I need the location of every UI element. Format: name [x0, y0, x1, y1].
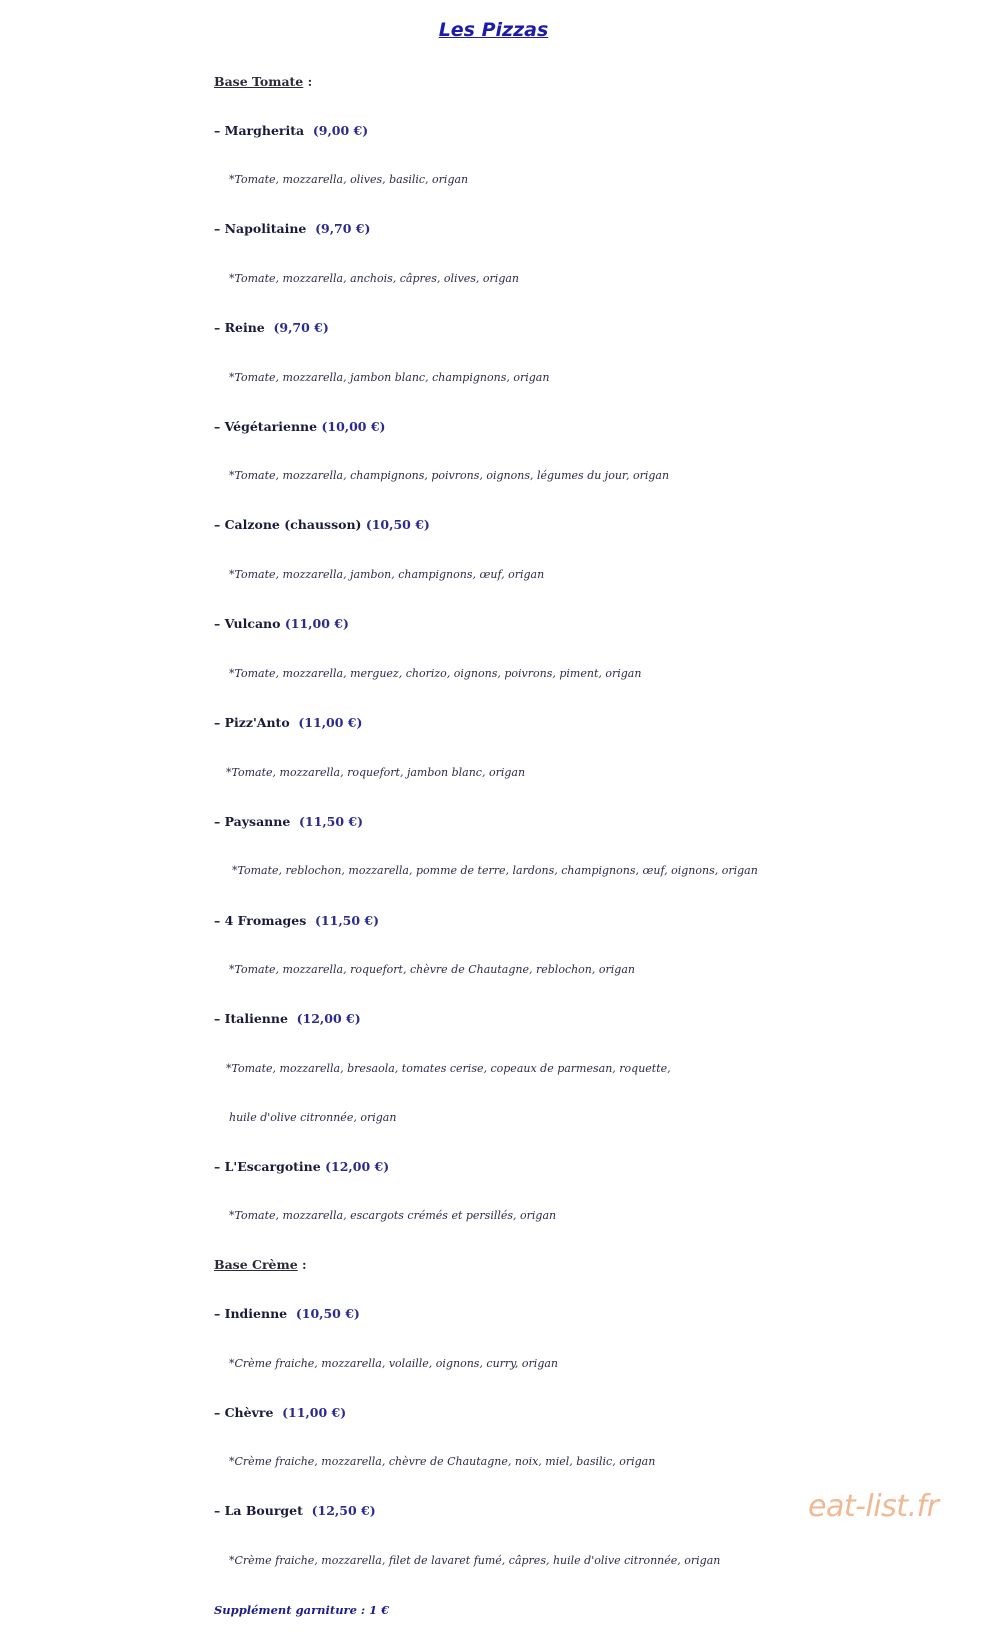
- pizza-ingredients: *Tomate, mozzarella, jambon blanc, champignons, origan: [229, 371, 550, 384]
- watermark: eat-list.fr: [808, 1489, 939, 1524]
- pizza-vegetarienne: [214, 419, 385, 435]
- pizza-price: (12,00 €): [325, 1159, 390, 1174]
- pizza-calzone: [214, 517, 430, 533]
- pizza-price: (12,50 €): [311, 1503, 376, 1518]
- pizza-reine: [214, 320, 329, 336]
- section-label: Base Crème: [214, 1257, 298, 1272]
- pizza-name: – Chèvre: [214, 1405, 274, 1420]
- pizza-paysanne: [214, 814, 363, 830]
- pizza-ingredients: *Tomate, mozzarella, jambon, champignons, œuf, origan: [229, 568, 545, 581]
- page-title: Les Pizzas: [438, 19, 549, 41]
- pizza-name: – Vulcano: [214, 616, 281, 631]
- pizza-name: – Végétarienne: [214, 419, 318, 434]
- pizza-name: – Calzone (chausson): [214, 517, 362, 532]
- pizza-ingredients: *Crème fraiche, mozzarella, filet de lavaret fumé, câpres, huile d'olive citronnée, origan: [229, 1554, 721, 1567]
- pizza-price: (9,00 €): [312, 123, 369, 138]
- pizza-vulcano: [214, 616, 349, 632]
- pizza-italienne: [214, 1011, 361, 1027]
- pizza-ingredients: *Crème fraiche, mozzarella, chèvre de Chautagne, noix, miel, basilic, origan: [229, 1455, 656, 1468]
- section-colon: :: [303, 74, 313, 89]
- section-heading-tomate: [214, 74, 312, 90]
- pizza-chevre: [214, 1405, 346, 1421]
- pizza-name: – La Bourget: [214, 1503, 303, 1518]
- pizza-ingredients: *Tomate, mozzarella, escargots crémés et persillés, origan: [229, 1209, 557, 1222]
- pizza-price: (11,00 €): [282, 1405, 347, 1420]
- pizza-pizzanto: [214, 715, 362, 731]
- pizza-ingredients: *Tomate, mozzarella, merguez, chorizo, oignons, poivrons, piment, origan: [229, 667, 642, 680]
- section-label: Base Tomate: [214, 74, 304, 89]
- pizza-price: (10,50 €): [295, 1306, 360, 1321]
- pizza-price: (10,50 €): [365, 517, 430, 532]
- pizza-name: – Reine: [214, 320, 265, 335]
- pizza-name: – Paysanne: [214, 814, 291, 829]
- pizza-name: – Margherita: [214, 123, 305, 138]
- pizza-ingredients: *Tomate, mozzarella, bresaola, tomates cerise, copeaux de parmesan, roquette,: [226, 1062, 671, 1075]
- pizza-la-bourget: [214, 1503, 376, 1519]
- pizza-price: (11,00 €): [298, 715, 363, 730]
- pizza-indienne: [214, 1306, 360, 1322]
- pizza-ingredients: *Tomate, mozzarella, roquefort, chèvre de Chautagne, reblochon, origan: [229, 963, 635, 976]
- pizza-ingredients-continued: huile d'olive citronnée, origan: [229, 1111, 397, 1124]
- supplement-note: Supplément garniture : 1 €: [214, 1603, 390, 1617]
- pizza-name: – Pizz'Anto: [214, 715, 290, 730]
- pizza-name: – Italienne: [214, 1011, 288, 1026]
- pizza-name: – Indienne: [214, 1306, 288, 1321]
- pizza-price: (10,00 €): [321, 419, 386, 434]
- section-colon: :: [297, 1257, 307, 1272]
- pizza-margherita: [214, 123, 368, 139]
- pizza-name: – Napolitaine: [214, 221, 307, 236]
- section-heading-creme: [214, 1257, 307, 1273]
- pizza-ingredients: *Tomate, mozzarella, champignons, poivrons, oignons, légumes du jour, origan: [229, 469, 670, 482]
- pizza-napolitaine: [214, 221, 370, 237]
- pizza-price: (9,70 €): [273, 320, 329, 335]
- pizza-ingredients: *Crème fraiche, mozzarella, volaille, oignons, curry, origan: [229, 1357, 559, 1370]
- pizza-ingredients: *Tomate, mozzarella, olives, basilic, origan: [229, 173, 469, 186]
- pizza-price: (11,50 €): [315, 913, 380, 928]
- pizza-price: (11,50 €): [299, 814, 364, 829]
- pizza-4-fromages: [214, 913, 379, 929]
- pizza-ingredients: *Tomate, mozzarella, roquefort, jambon blanc, origan: [226, 766, 526, 779]
- pizza-price: (9,70 €): [315, 221, 371, 236]
- pizza-price: (12,00 €): [296, 1011, 361, 1026]
- pizza-escargotine: [214, 1159, 389, 1175]
- pizza-name: – 4 Fromages: [214, 913, 307, 928]
- pizza-name: – L'Escargotine: [214, 1159, 321, 1174]
- pizza-price: (11,00 €): [284, 616, 349, 631]
- pizza-ingredients: *Tomate, reblochon, mozzarella, pomme de terre, lardons, champignons, œuf, oignons, origan: [232, 864, 758, 877]
- pizza-ingredients: *Tomate, mozzarella, anchois, câpres, olives, origan: [229, 272, 520, 285]
